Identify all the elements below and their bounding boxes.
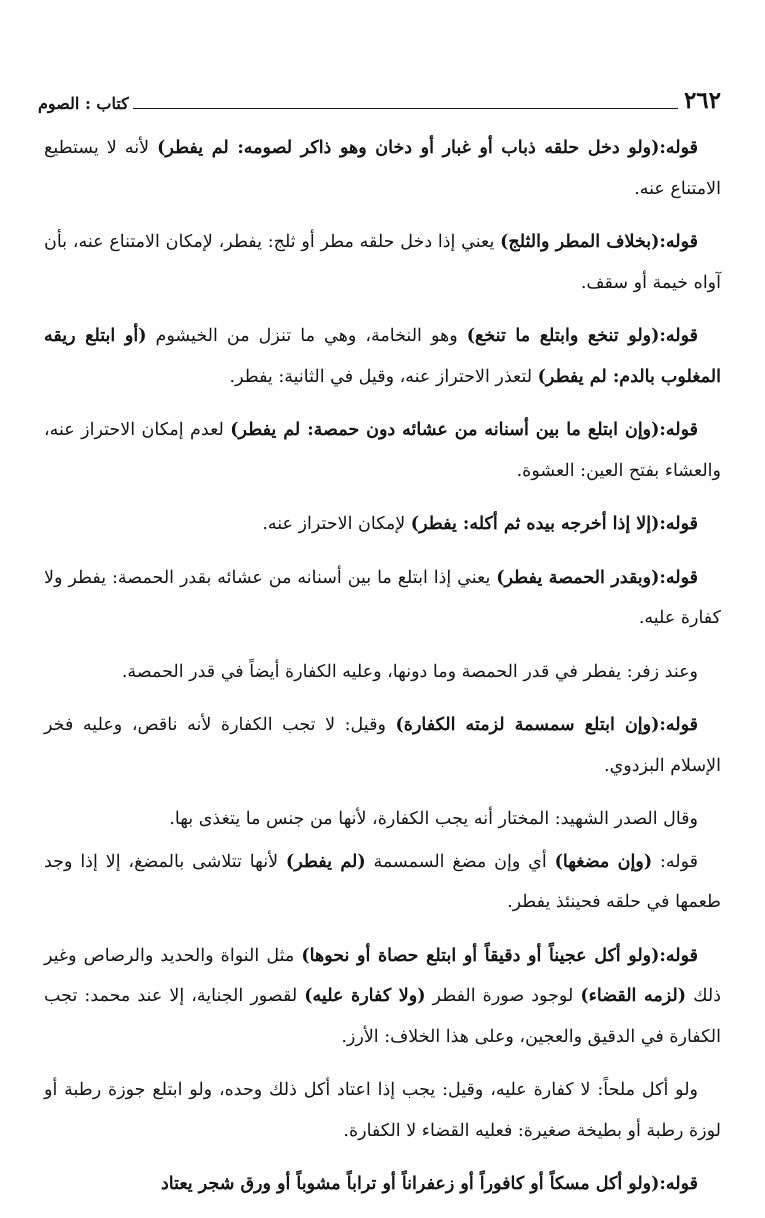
quoted-matn: (ولا كفارة عليه): [304, 986, 426, 1006]
qawluhu-label: قوله:: [659, 1174, 698, 1194]
commentary-text: ولو أكل ملحاً: لا كفارة عليه، وقيل: يجب إذا اعتاد أكل ذلك وحده، ولو ابتلع جوزة رطبة أو لوزة رطبة أو بطيخة صغيرة: فعليه القضاء لا الكفارة.: [44, 1080, 721, 1141]
commentary-text: يعني إذا ابتلع ما بين أسنانه من عشائه بقدر الحمصة: يفطر ولا كفارة عليه.: [44, 567, 721, 628]
commentary-text: مثل النواة والحديد والرصاص وغير ذلك: [44, 945, 721, 1006]
quoted-matn: (لم يفطر): [285, 851, 366, 872]
qawluhu-label: قوله:: [659, 945, 698, 966]
quoted-matn: (ولو أكل عجيناً أو دقيقاً أو ابتلع حصاة أو نحوها): [301, 945, 660, 966]
quoted-matn: (ولو دخل حلقه ذباب أو غبار أو دخان وهو ذاكر لصومه: لم يفطر): [157, 138, 660, 158]
commentary-text: لوجود صورة الفطر: [425, 986, 581, 1006]
quoted-matn: (وإن مضغها): [554, 851, 653, 872]
page-body: [44, 128, 721, 1218]
quoted-matn: (ولو تنخع وابتلع ما تنخع): [466, 326, 660, 346]
paragraph-11: [44, 936, 721, 1058]
commentary-text: وهو النخامة، وهي ما تنزل من الخيشوم: [146, 326, 467, 346]
commentary-text: يعني إذا دخل حلقه مطر أو ثلج: يفطر، لإمكان الامتناع عنه، بأن آواه خيمة أو سقف.: [44, 232, 721, 293]
book-title: كتاب : الصوم: [38, 94, 129, 113]
qawluhu-label: قوله:: [659, 420, 699, 440]
quoted-matn: (أو ابتلع ريقه المغلوب بالدم: لم يفطر): [44, 326, 721, 387]
quoted-matn: (وبقدر الحمصة يفطر): [496, 567, 660, 588]
qawluhu-label: قوله:: [659, 326, 698, 346]
page-header: [38, 82, 721, 112]
paragraph-13: [44, 1164, 721, 1205]
qawluhu-label: قوله:: [659, 715, 698, 735]
header-rule: [133, 108, 678, 109]
commentary-text: لإمكان الاحتراز عنه.: [262, 514, 411, 534]
commentary-text: وعند زفر: يفطر في قدر الحمصة وما دونها، وعليه الكفارة أيضاً في قدر الحمصة.: [121, 661, 698, 682]
quoted-matn: (بخلاف المطر والثلج): [500, 232, 660, 252]
paragraph-3: [44, 316, 721, 397]
paragraph-4: [44, 410, 721, 491]
commentary-text: لتعذر الاحتراز عنه، وقيل في الثانية: يفطر.: [229, 366, 538, 387]
commentary-text: لعدم إمكان الاحتراز عنه، والعشاء بفتح العين: العشوة.: [44, 420, 721, 481]
qawluhu-plain-label: قوله:: [652, 851, 698, 872]
quoted-matn: (لزمه القضاء): [580, 986, 687, 1006]
paragraph-9: [44, 799, 721, 840]
qawluhu-label: قوله:: [659, 232, 698, 252]
commentary-text: أي وإن مضغ السمسمة: [365, 851, 555, 872]
qawluhu-label: قوله:: [659, 567, 698, 588]
quoted-matn: (ولو أكل مسكاً أو كافوراً أو زعفراناً أو تراباً مشوباً أو ورق شجر يعتاد: [160, 1174, 660, 1194]
commentary-text: لقصور الجناية، إلا عند محمد: تجب الكفارة في الدقيق والعجين، وعلى هذا الخلاف: الأرز.: [44, 986, 721, 1047]
paragraph-7: [44, 652, 721, 693]
commentary-text: لأنه لا يستطيع الامتناع عنه.: [44, 138, 721, 199]
qawluhu-label: قوله:: [659, 514, 698, 534]
page-number: ٢٦٢: [683, 87, 721, 114]
commentary-text: لأنها تتلاشى بالمضغ، إلا إذا وجد طعمها في حلقه فحينئذ يفطر.: [44, 851, 721, 912]
paragraph-1: [44, 128, 721, 209]
quoted-matn: (وإن ابتلع سمسمة لزمته الكفارة): [395, 715, 660, 735]
paragraph-5: [44, 504, 721, 545]
quoted-matn: (إلا إذا أخرجه بيده ثم أكله: يفطر): [410, 514, 660, 534]
paragraph-10: [44, 842, 721, 923]
commentary-text: وقيل: لا تجب الكفارة لأنه ناقص، وعليه فخر الإسلام البزدوي.: [44, 715, 721, 776]
paragraph-6: [44, 558, 721, 639]
quoted-matn: (وإن ابتلع ما بين أسنانه من عشائه دون حمصة: لم يفطر): [230, 420, 660, 440]
paragraph-8: [44, 705, 721, 786]
paragraph-2: [44, 222, 721, 303]
paragraph-12: [44, 1070, 721, 1151]
commentary-text: وقال الصدر الشهيد: المختار أنه يجب الكفارة، لأنها من جنس ما يتغذى بها.: [169, 809, 698, 829]
qawluhu-label: قوله:: [659, 138, 698, 158]
